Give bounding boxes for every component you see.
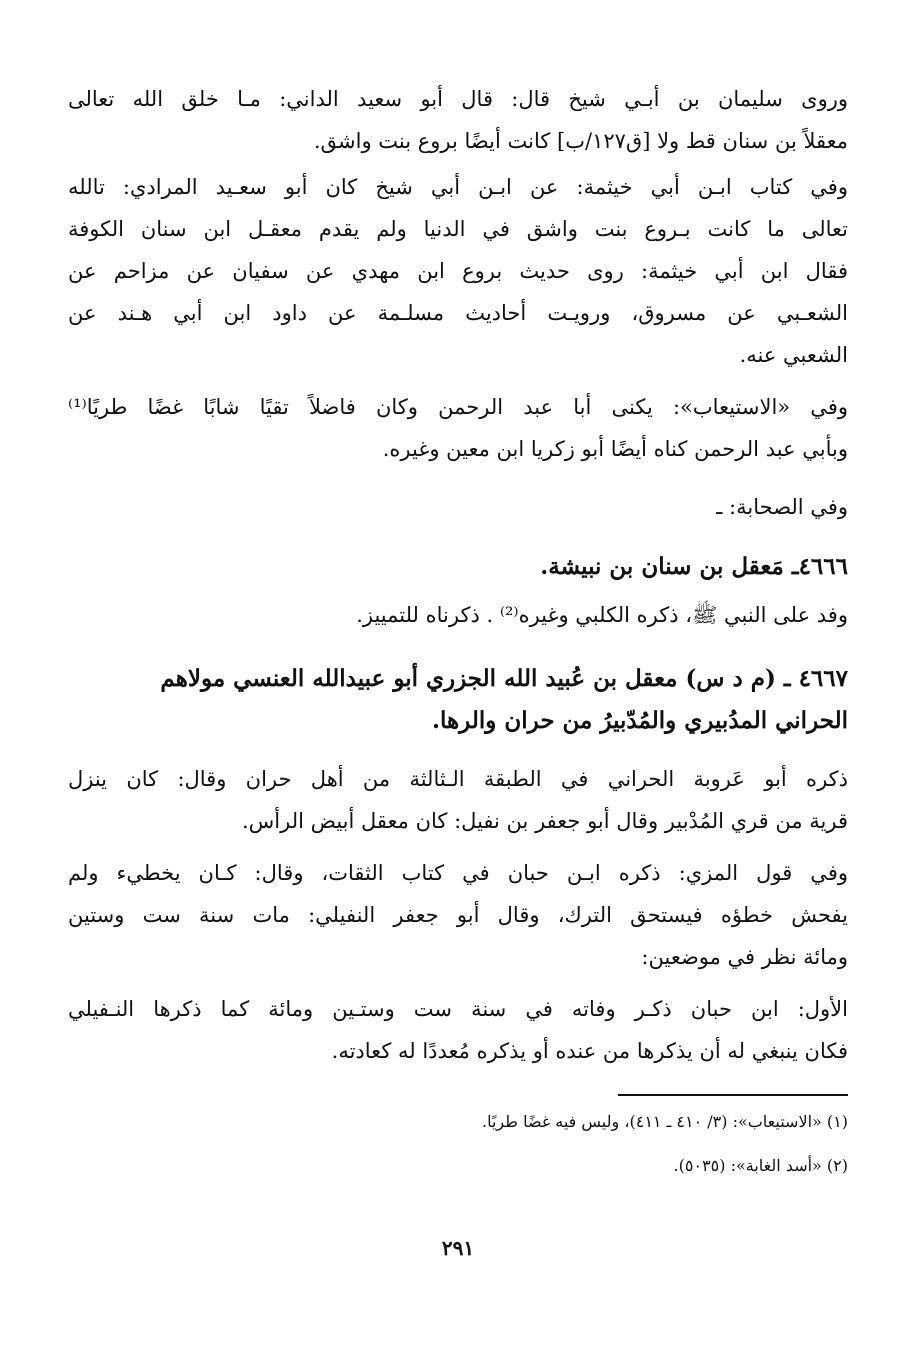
paragraph-3 [68,386,848,470]
text-line: وفي كتاب ابـن أبي خيثمة: عن ابـن أبي شيخ كان أبو سعـيد المرادي: تالله [68,175,848,199]
footnote-2: (٢) «أسد الغابة»: (٥٠٣٥). [673,1156,848,1175]
text-line: معقلاً بن سنان قط ولا [ق١٢٧/ب] كانت أيضًا بروع بنت واشق. [313,129,848,153]
text-line: الأول: ابن حبان ذكـر وفاته في سنة ست وستـين ومائة كما ذكرها النـفيلي [68,997,848,1021]
entry-heading: ٤٦٦٧ ـ (م د س) معقل بن عُبيد الله الجزري أبو عبيدالله العنسي مولاهم [160,665,848,692]
paragraph-1 [68,78,848,162]
paragraph-4 [68,486,848,528]
text-line: فقال ابن أبي خيثمة: روى حديث بروع ابن مهدي عن سفيان عن مزاحم عن [68,259,848,283]
text-line: وفي الصحابة: ـ [716,495,848,519]
text-line: الشعـبي عن مسروق، ورويـت أحاديث مسلـمة عن داود ابن أبي هـند عن [68,301,848,325]
text-line: الشعبي عنه. [739,343,848,367]
text-line: يفحش خطؤه فيستحق الترك، وقال أبو جعفر النفيلي: مات سنة ست وستين [68,903,848,927]
text-line: ذكره أبو عَروبة الحراني في الطبقة الـثالثة من أهل حران وقال: كان ينزل [68,767,848,791]
text-line: قرية من قري المُدْبير وقال أبو جعفر بن نفيل: كان معقل أبيض الرأس. [241,809,848,833]
entry-heading: الحراني المدُبيري والمُدّبيرُ من حران والرها. [432,707,848,734]
paragraph-5 [68,594,848,636]
entry-heading: ٤٦٦٦ـ مَعقل بن سنان بن نبيشة. [540,553,848,580]
text-line: وبأبي عبد الرحمن كناه أيضًا أبو زكريا ابن معين وغيره. [382,437,848,461]
entry-title-4667 [68,658,848,742]
paragraph-2 [68,166,848,376]
paragraph-8 [68,988,848,1072]
text-line: وفي قول المزي: ذكره ابـن حبان في كتاب الثقات، وقال: كـان يخطيء ولم [68,861,848,885]
entry-title-4666 [68,546,848,588]
text-line: تعالى ما كانت بـروع بنت واشق في الدنيا ولم يقدم معقـل ابن سنان الكوفة [68,217,848,241]
footnote-divider [618,1094,848,1096]
text-line: وفد على النبي ﷺ، ذكره الكلبي وغيره⁽²⁾ . ذكرناه للتمييز. [356,603,848,627]
text-line: وفي «الاستيعاب»: يكنى أبا عبد الرحمن وكان فاضلاً تقيًا شابًا غضًا طريًا⁽¹⁾ [68,395,848,419]
text-line: فكان ينبغي له أن يذكرها من عنده أو يذكره مُعددًا له كعادته. [331,1039,848,1063]
paragraph-6 [68,758,848,842]
text-line: وروى سليمان بن أبـي شيخ قال: قال أبو سعيد الداني: مـا خلق الله تعالى [68,87,848,111]
footnote-1: (١) «الاستيعاب»: (٣/ ٤١٠ ـ ٤١١)، وليس فيه غضًا طريًا. [482,1112,848,1131]
page-number: ٢٩١ [441,1236,475,1260]
paragraph-7 [68,852,848,978]
text-line: ومائة نظر في موضعين: [641,945,848,969]
